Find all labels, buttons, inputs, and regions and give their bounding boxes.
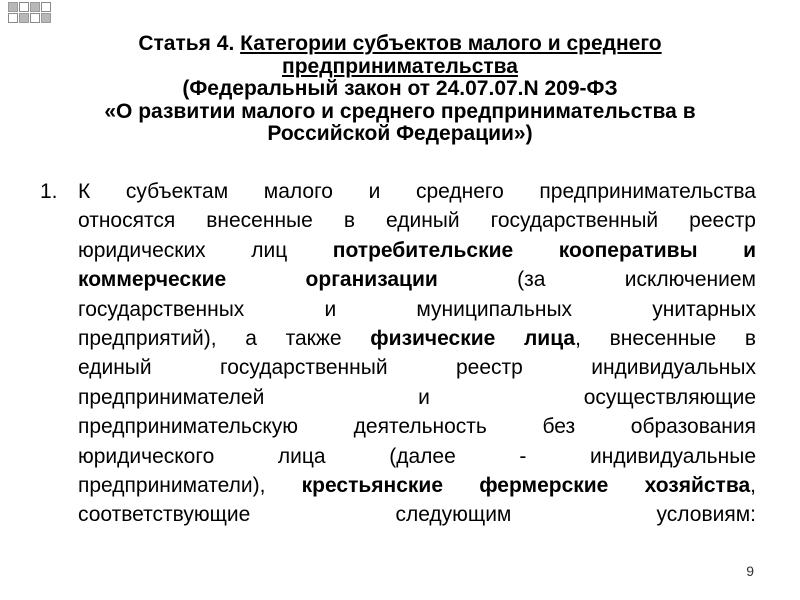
page-number: 9 [746, 563, 754, 579]
paragraph-line: относятся внесенные в единый государственный реестр [78, 209, 756, 233]
paragraph-line: государственных и муниципальных унитарных [78, 297, 756, 321]
text-segment: , внесенные в [575, 327, 756, 351]
title-underlined-2: предпринимательства [282, 54, 518, 78]
square-decor [41, 2, 51, 12]
bold-text-segment: потребительские кооперативы и [332, 238, 756, 262]
paragraph-line: единый государственный реестр индивидуальных [78, 356, 756, 380]
text-segment: юридических лиц [78, 238, 333, 262]
text-segment: предприятий), а также [78, 327, 371, 351]
square-decor [8, 2, 18, 12]
article-paragraph [40, 177, 756, 530]
paragraph-line [40, 265, 756, 294]
title-prefix: Статья 4. [138, 32, 241, 55]
title-underlined-1: Категории субъектов малого и среднего [240, 32, 662, 55]
bold-text-segment: коммерческие организации [78, 268, 438, 292]
square-decor [41, 13, 51, 23]
title-law-reference: (Федеральный закон от 24.07.07.N 209-ФЗ [182, 77, 618, 100]
paragraph-number: 1. [40, 180, 58, 203]
paragraph-line: юридического лица (далее - индивидуальные [78, 444, 756, 468]
paragraph-line [40, 471, 756, 500]
title-law-name-end: Российской Федерации») [267, 122, 533, 145]
text-segment: (за исключением [437, 268, 756, 292]
bold-text-segment: физические лица [370, 327, 576, 351]
square-decor [8, 13, 18, 23]
paragraph-line: соответствующие следующим условиям: [78, 503, 756, 527]
paragraph-line: К субъектам малого и среднего предпринимательства [78, 180, 756, 203]
paragraph-line: предпринимательскую деятельность без образования [78, 415, 756, 439]
paragraph-line: предпринимателей и осуществляющие [78, 385, 756, 409]
square-decor [19, 13, 29, 23]
square-decor [30, 13, 40, 23]
text-segment: предприниматели), [78, 474, 302, 498]
title-law-name: «О развитии малого и среднего предпринимательства в [104, 99, 696, 123]
square-decor [19, 2, 29, 12]
paragraph-line [40, 236, 756, 265]
decorative-squares [0, 0, 800, 30]
slide-title [40, 33, 760, 146]
bold-text-segment: крестьянские фермерские хозяйства [301, 474, 751, 498]
text-segment: , [750, 474, 756, 498]
square-decor [30, 2, 40, 12]
paragraph-line [40, 324, 756, 353]
